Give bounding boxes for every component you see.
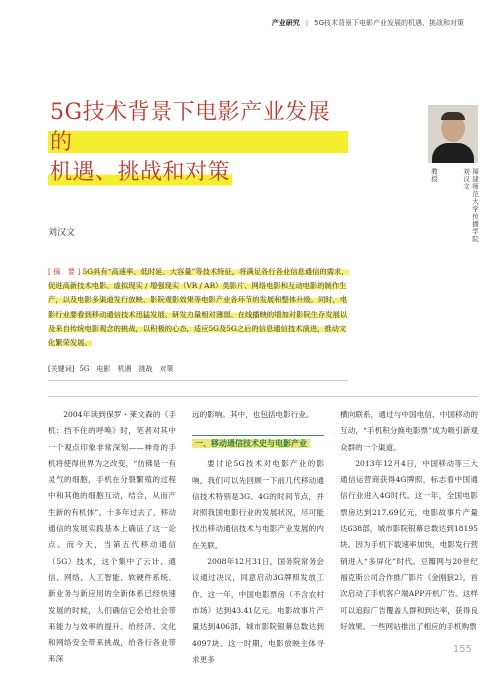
paragraph: 2013年12月4日，中国移动等三大通信运营商获得4G牌照，标志着中国通信行业进入4G时代。这一年，全国电影票房达到217.69亿元，电影故事片产量达638部，城市影院银幕总数达到18195块。因为手机下载速率加快，电影发行营销进入“多屏化”时代。豆瓣网与20世纪福克斯公司合作推广影片《金刚狼2》，首次启动了手机客户端APP开机广告。这样可以追踪广告覆盖人群和到达率，获得良好效果。一些网站推出了相应的手机购票 (340, 458, 478, 631)
author-bio-role: 教授 (430, 168, 438, 183)
paragraph: 2008年12月31日，国务院常务会议通过决议，同意启动3G牌照发放工作。这一年，中国电影票房（不含农村市场）达到43.41亿元。电影故事片产量达到406部，城市影院银幕总数达到4097块。这一时期，电影放映主体寻求更多 (192, 557, 324, 664)
photo-hair (441, 112, 465, 120)
keywords-list: 5G 电影 机遇 挑战 对策 (79, 365, 174, 373)
page-number: 155 (452, 644, 472, 655)
article-title (48, 98, 348, 188)
author-name: 刘汉文 (48, 228, 76, 238)
section-heading (192, 435, 324, 452)
section-label: 产业研究 (271, 19, 300, 27)
abstract-text: 5G具有“高速率、低时延、大容量”等技术特征，将满足各行各业信息通信的需求，促进高新技术电影、虚拟现实 / 增强现实（VR / AR）类影片、网络电影和互动电影的制作生产，以及电影多渠道发行放映、影院观影效果等电影产业各环节的发展和整体升级。同时，电影行业要看到移动通信技术迅猛发展、研发力量相对薄弱、在线播映的增加对影院生存发展以及来自传统电影观念的挑战，以积极的心态，适应5G及5G之后的信息通信技术演进，推动文化繁荣发展。 (48, 267, 349, 348)
paragraph: 横向联系，通过与中国电信、中国移动的互动，“手机积分换电影票”成为吸引新观众群的一个渠道。 (340, 410, 478, 452)
column-1 (48, 407, 176, 668)
keywords (48, 364, 174, 374)
photo-body (432, 143, 474, 163)
section-heading-text: 一、移动通信技术史与电影产业 (192, 439, 310, 448)
paragraph: 2004年读到保罗・莱文森的《手机：挡不住的呼唤》时，笔者对其中一个观点印象非常深刻——神奇的手机将使得世界为之改变，“仿佛是一有灵气的细胞，手机在分裂繁殖的过程中和其他的细胞互动，结合，从而产生新的有机体”。十多年过去了，移动通信的发展实践基本上确证了这一论点。而今天，当第五代移动通信（5G）技术，这个集中了云计、通信、网络、人工智能、软硬件系统、新业务与新应用的全新体系已经快速发展的时候，人们确信它会给社会带来能力与效率的提升。给经济、文化和网络安全带来挑战，给各行各业带来深 (48, 410, 176, 664)
running-title: 5G技术背景下电影产业发展的机遇、挑战和对策 (314, 19, 464, 27)
title-line-1: 5G技术背景下电影产业发展的 (48, 98, 348, 158)
column-3 (340, 407, 478, 635)
paragraph: 要讨论5G技术对电影产业的影响，我们可以先回顾一下前几代移动通信技术特别是3G、4G的时间节点，并对照我国电影行业的发展状况，尽可能找出移动通信技术与电影产业发展的内在关联。 (192, 459, 324, 550)
title-line-2: 机遇、挑战和对策 (48, 158, 232, 188)
paragraph: 远的影响。其中，也包括电影行业。 (192, 410, 314, 419)
abstract-label: [ 摘 要 ] (48, 267, 81, 276)
column-2 (192, 407, 324, 668)
author-bio-org: 福建师范大学传播学院 (471, 168, 479, 243)
author-photo (428, 105, 478, 163)
divider (48, 396, 478, 397)
abstract (48, 265, 352, 350)
running-header (272, 18, 464, 28)
divider (48, 380, 348, 381)
author-bio-name: 刘汉文 (462, 168, 470, 191)
keywords-label: [关键词] (48, 365, 75, 373)
header-separator: | (305, 19, 309, 27)
